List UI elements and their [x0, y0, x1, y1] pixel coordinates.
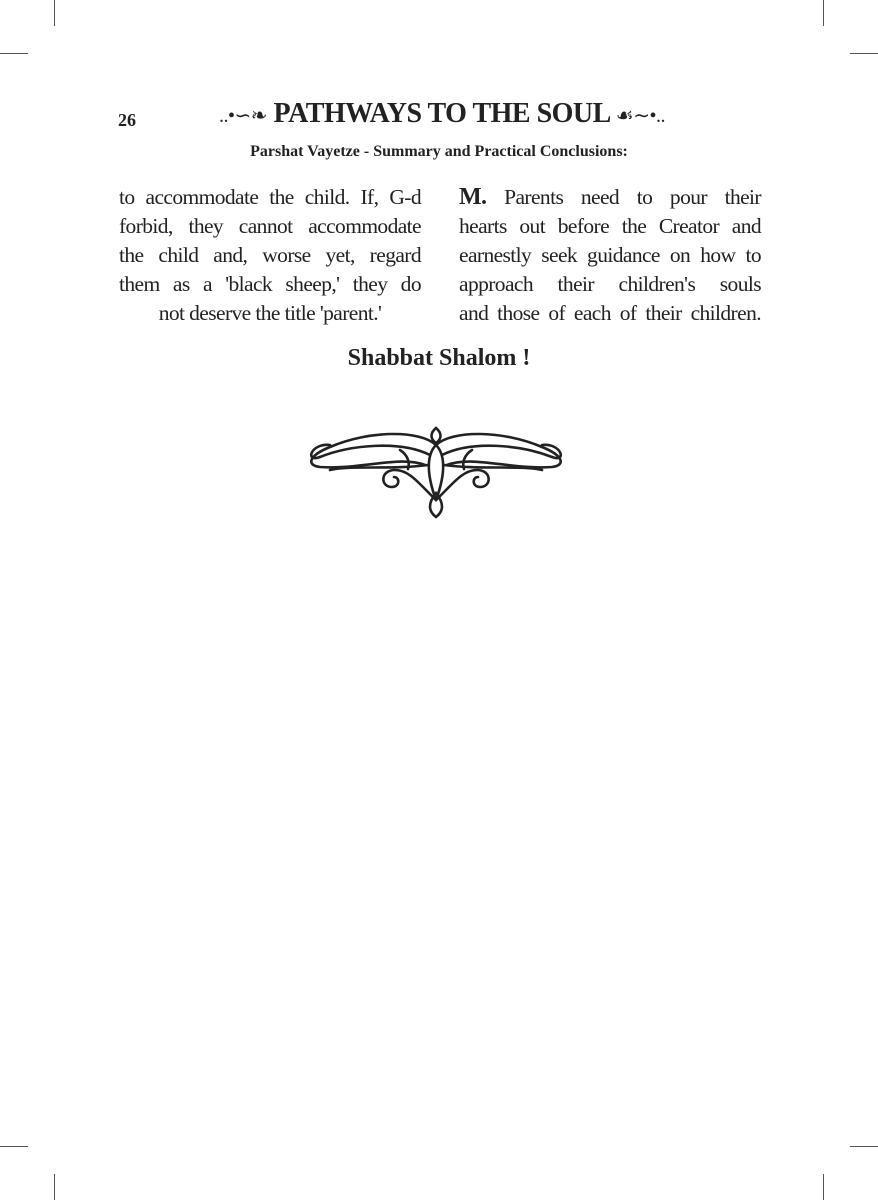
running-title: PATHWAYS TO THE SOUL [273, 98, 610, 129]
item-label: M. [459, 184, 487, 210]
crop-mark [0, 53, 28, 54]
running-header [172, 98, 712, 130]
text-line: the child and, worse yet, regard [119, 243, 421, 267]
ornament-left-icon: ..•∽❧ [219, 105, 268, 127]
text-line: to accommodate the child. If, G-d [119, 185, 421, 209]
text-line: and those of each of their children. [459, 301, 761, 325]
crop-mark [54, 1174, 55, 1200]
page-number: 26 [118, 110, 136, 130]
crop-mark [850, 53, 878, 54]
text-fragment: Parents need to pour their [486, 185, 761, 209]
text-line: hearts out before the Creator and [459, 214, 761, 238]
text-line: forbid, they cannot accommodate [119, 214, 421, 238]
text-line: approach their children's souls [459, 272, 761, 296]
crop-mark [850, 1146, 878, 1147]
crop-mark [0, 1146, 28, 1147]
flourish-ornament-icon [300, 425, 572, 520]
closing-greeting: Shabbat Shalom ! [347, 345, 531, 371]
text-line: them as a 'black sheep,' they do [119, 272, 421, 296]
section-subtitle: Parshat Vayetze - Summary and Practical Conclusions: [250, 143, 628, 160]
left-column [119, 183, 421, 328]
text-line: earnestly seek guidance on how to [459, 243, 761, 267]
text-line: not deserve the title 'parent.' [158, 301, 382, 325]
right-column [459, 183, 761, 328]
crop-mark [54, 0, 55, 26]
crop-mark [823, 0, 824, 26]
ornament-right-icon: ☙∼•.. [615, 105, 665, 127]
crop-mark [823, 1174, 824, 1200]
text-line [459, 183, 761, 212]
